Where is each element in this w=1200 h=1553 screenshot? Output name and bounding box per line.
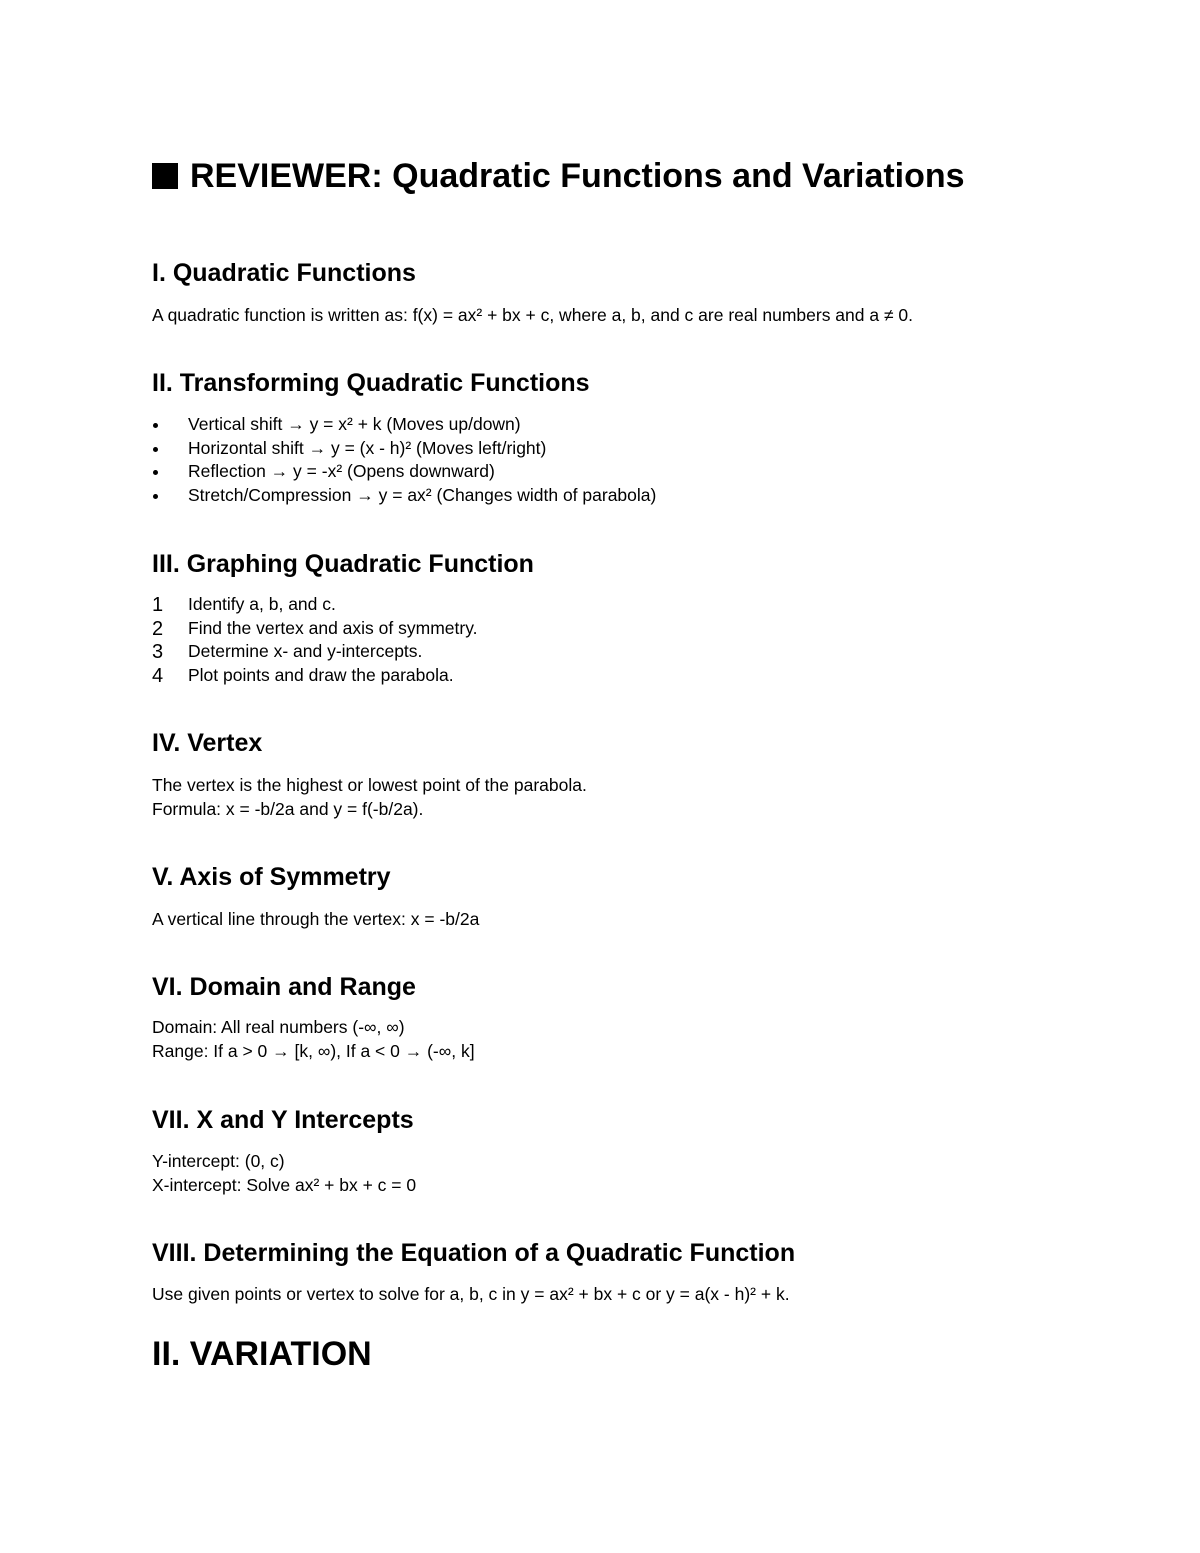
range-text: Range: If a > 0 → [k, ∞), If a < 0 → (-∞, k]	[152, 1041, 475, 1061]
bullet-icon	[153, 494, 158, 499]
determining-equation-text: Use given points or vertex to solve for a, b, c in y = ax² + bx + c or y = a(x - h)² + k.	[152, 1284, 790, 1304]
list-item: Horizontal shift → y = (x - h)² (Moves left/right)	[152, 437, 656, 461]
section-heading-determining-equation: VIII. Determining the Equation of a Quadratic Function	[152, 1239, 796, 1267]
vertex-formula: Formula: x = -b/2a and y = f(-b/2a).	[152, 799, 424, 819]
list-item: Reflection → y = -x² (Opens downward)	[152, 460, 656, 484]
bullet-icon	[153, 447, 158, 452]
axis-of-symmetry-definition: A vertical line through the vertex: x = -b/2a	[152, 909, 480, 929]
step-number: 3	[152, 641, 164, 663]
section-heading-domain-range: VI. Domain and Range	[152, 973, 416, 1001]
quadratic-function-definition: A quadratic function is written as: f(x) = ax² + bx + c, where a, b, and c are real numbers and a ≠ 0.	[152, 305, 914, 325]
list-item: 3 Determine x- and y-intercepts.	[152, 641, 423, 663]
list-item: 1 Identify a, b, and c.	[152, 594, 336, 616]
vertex-definition: The vertex is the highest or lowest point of the parabola.	[152, 775, 587, 795]
document-title-text: REVIEWER: Quadratic Functions and Variations	[190, 157, 965, 195]
bullet-icon	[153, 423, 158, 428]
section-heading-axis-of-symmetry: V. Axis of Symmetry	[152, 863, 391, 891]
section-heading-graphing: III. Graphing Quadratic Function	[152, 550, 534, 578]
y-intercept-text: Y-intercept: (0, c)	[152, 1151, 285, 1171]
transformations-list	[152, 413, 656, 507]
section-heading-transforming: II. Transforming Quadratic Functions	[152, 369, 590, 397]
step-number: 4	[152, 664, 164, 687]
section-heading-intercepts: VII. X and Y Intercepts	[152, 1106, 414, 1134]
list-item: 4 Plot points and draw the parabola.	[152, 664, 454, 687]
x-intercept-text: X-intercept: Solve ax² + bx + c = 0	[152, 1175, 417, 1195]
list-item: Stretch/Compression → y = ax² (Changes width of parabola)	[152, 484, 656, 508]
domain-text: Domain: All real numbers (-∞, ∞)	[152, 1017, 405, 1037]
list-item: 2 Find the vertex and axis of symmetry.	[152, 617, 478, 640]
part-heading-variation: II. VARIATION	[152, 1335, 372, 1373]
section-heading-quadratic-functions: I. Quadratic Functions	[152, 259, 416, 287]
section-heading-vertex: IV. Vertex	[152, 729, 263, 757]
document-title	[152, 154, 965, 198]
step-number: 1	[152, 594, 164, 616]
square-bullet-icon	[152, 163, 178, 189]
list-item: Vertical shift → y = x² + k (Moves up/down)	[152, 413, 656, 437]
graphing-steps-list	[152, 593, 478, 687]
step-number: 2	[152, 617, 164, 640]
bullet-icon	[153, 470, 158, 475]
